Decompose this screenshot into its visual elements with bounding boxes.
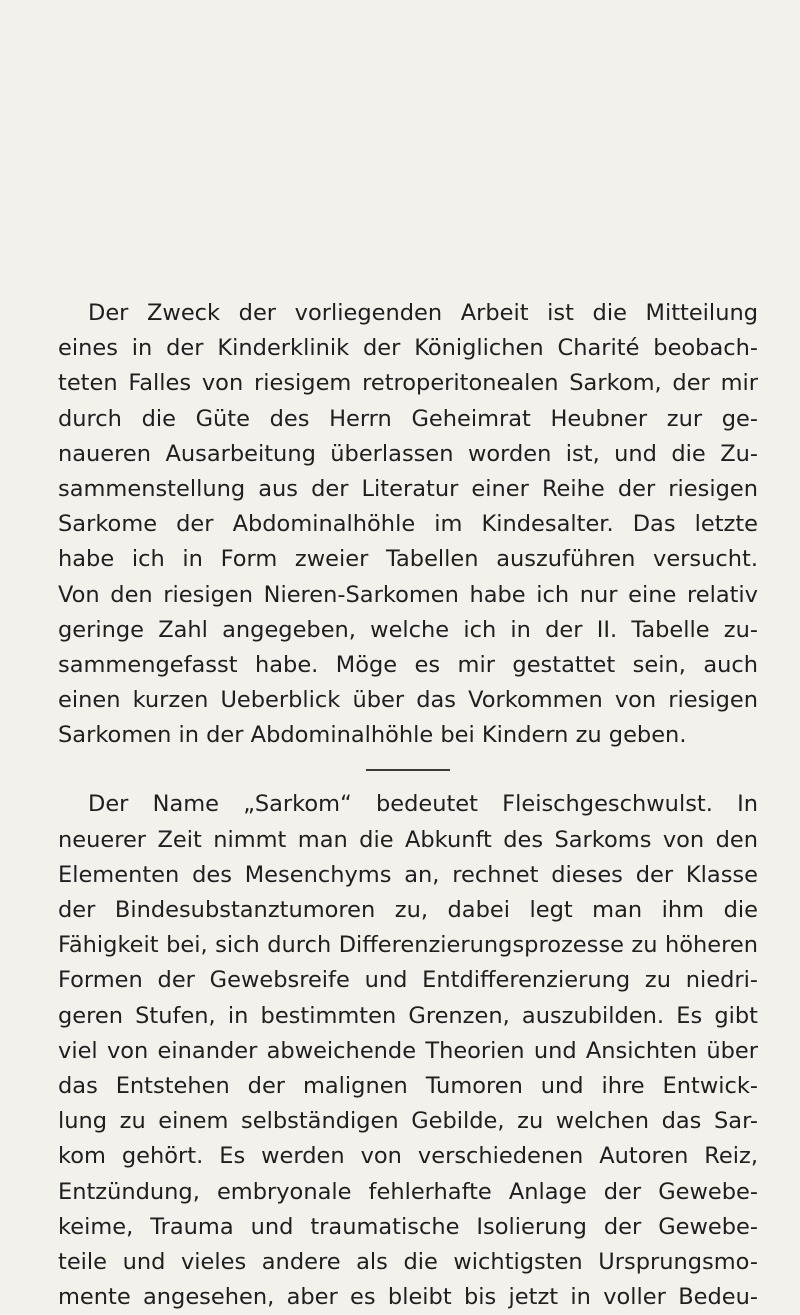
text-line: sammenstellung aus der Literatur einer Reihe der riesigen [58,475,758,502]
text-line: naueren Ausarbeitung überlassen worden ist, und die Zu- [58,440,758,467]
text-line: Sarkomen in der Abdominalhöhle bei Kindern zu geben. [58,722,687,749]
text-line: Elementen des Mesenchyms an, rechnet dieses der Klasse [58,861,758,888]
text-line: der Bindesubstanztumoren zu, dabei legt man ihm die [58,897,758,923]
text-line: viel von einander abweichende Theorien und Ansichten über [58,1037,758,1064]
paragraph-sarkom-definition [58,787,758,1315]
text-line: Der Name „Sarkom“ bedeutet Fleischgeschwulst. In [88,791,758,818]
paragraph-intro [58,296,758,753]
text-line: Der Zweck der vorliegenden Arbeit ist die Mitteilung [88,300,758,326]
text-line: mente angesehen, aber es bleibt bis jetzt in voller Bedeu- [58,1284,758,1311]
text-line: teile und vieles andere als die wichtigsten Ursprungsmo- [58,1248,758,1275]
text-line: geringe Zahl angegeben, welche ich in der II. Tabelle zu- [58,616,758,643]
section-divider [366,769,450,771]
text-line: Fähigkeit bei, sich durch Differenzierungsprozesse zu höheren [58,932,758,959]
document-page [58,296,758,1315]
text-line: kom gehört. Es werden von verschiedenen Autoren Reiz, [58,1143,758,1170]
text-line: habe ich in Form zweier Tabellen auszuführen versucht. [58,546,758,573]
text-line: Formen der Gewebsreife und Entdifferenzierung zu niedri- [58,967,758,994]
text-line: lung zu einem selbständigen Gebilde, zu welchen das Sar- [58,1108,758,1135]
text-line: keime, Trauma und traumatische Isolierung der Gewebe- [58,1213,758,1240]
text-line: einen kurzen Ueberblick über das Vorkommen von riesigen [58,687,758,714]
text-line: teten Falles von riesigem retroperitonealen Sarkom, der mir [58,370,758,397]
text-line: das Entstehen der malignen Tumoren und ihre Entwick- [58,1072,758,1099]
text-line: Entzündung, embryonale fehlerhafte Anlage der Gewebe- [58,1178,758,1205]
text-line: sammengefasst habe. Möge es mir gestattet sein, auch [58,651,758,678]
text-line: durch die Güte des Herrn Geheimrat Heubner zur ge- [58,405,758,432]
text-line: Sarkome der Abdominalhöhle im Kindesalter. Das letzte [58,511,758,538]
text-line: Von den riesigen Nieren-Sarkomen habe ich nur eine relativ [58,581,758,608]
text-line: eines in der Kinderklinik der Königlichen Charité beobach- [58,335,758,362]
text-line: geren Stufen, in bestimmten Grenzen, auszubilden. Es gibt [58,1002,758,1029]
text-line: neuerer Zeit nimmt man die Abkunft des Sarkoms von den [58,826,758,853]
